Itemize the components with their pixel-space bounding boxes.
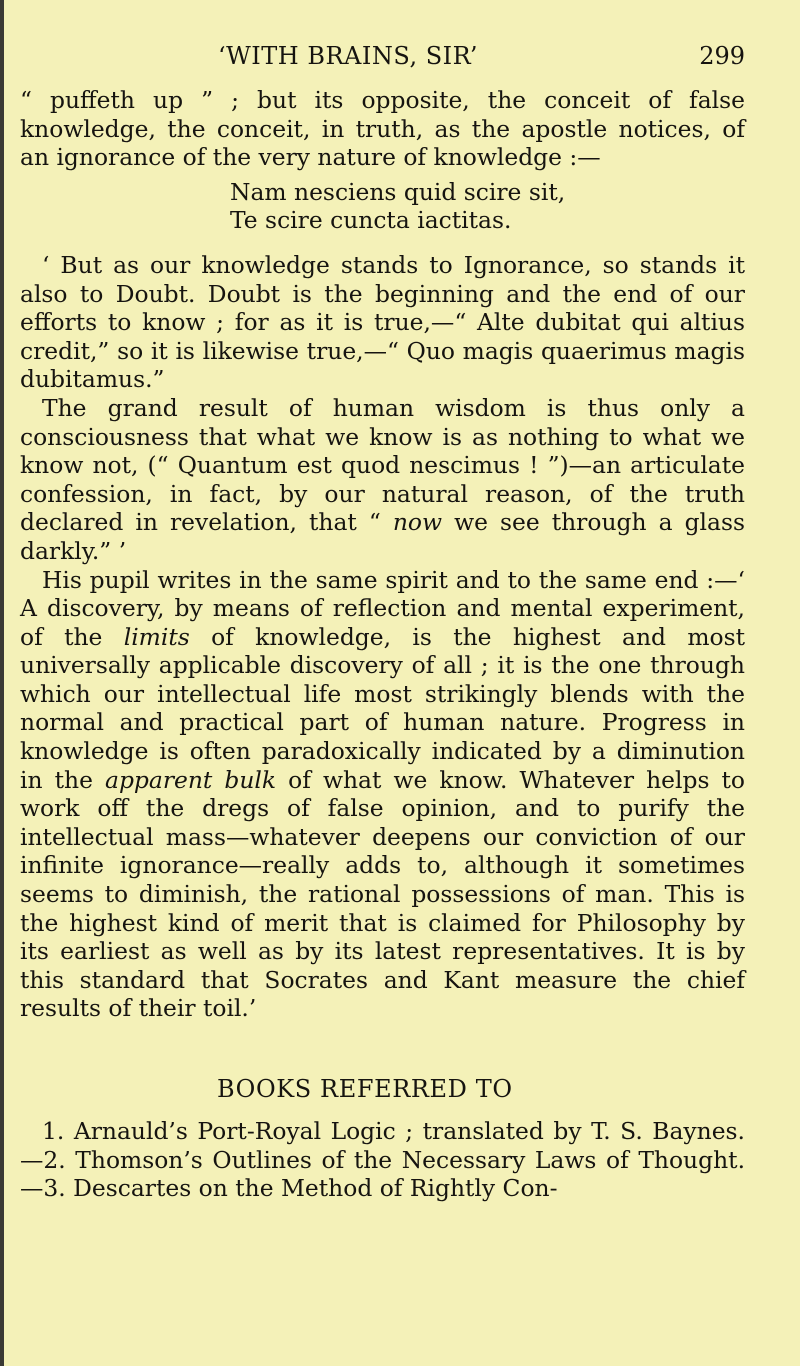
section-heading: BOOKS REFERRED TO xyxy=(217,1075,513,1103)
verse-line-2: Te scire cuncta iactitas. xyxy=(230,206,512,235)
paragraph-2: ‘ But as our knowledge stands to Ignorance, so stands it also to Doubt. Doubt is the beginning and the end of our efforts to know ; for as it is true,—“ Alte dubitat qui altius credit,” so it is likewise true,—“ Quo magis quaerimus magis dubitamus.” xyxy=(20,250,745,394)
paragraph-4-italic-1: limits xyxy=(123,622,190,651)
book-references: 1. Arnauld’s Port-Royal Logic ; translated by T. S. Baynes.—2. Thomson’s Outlines of the Necessary Laws of Thought.—3. Descartes on the Method of Rightly Con- xyxy=(20,1117,745,1203)
latin-verse xyxy=(230,178,745,235)
paragraph-1: “ puffeth up ” ; but its opposite, the conceit of false knowledge, the conceit, in truth, as the apostle notices, of an ignorance of the very nature of knowledge :— xyxy=(20,86,745,172)
verse-line-1: Nam nesciens quid scire sit, xyxy=(230,177,566,206)
paragraph-4 xyxy=(20,566,745,1024)
page-edge xyxy=(0,0,4,1366)
page-header xyxy=(20,42,745,86)
page-number: 299 xyxy=(699,42,745,70)
paragraph-4-text-b: of knowledge, is the highest and most universally applicable discovery of all ; it is the one through which our intellectual life most strikingly blends with the normal and practical part of human nature. Progress in knowledge is often paradoxically indicated by a diminution in the xyxy=(20,622,745,794)
paragraph-4-text-a: His pupil writes in the same spirit and to the same end :—‘ A discovery, by means of reflection and mental experiment, of the xyxy=(20,565,745,651)
paragraph-3-text-a: The grand result of human wisdom is thus only a consciousness that what we know is as nothing to what we know not, (“ Quantum est quod nescimus ! ”)—an articulate confession, in fact, by our natural reason, of the truth declared in revelation, that “ xyxy=(20,393,745,537)
book-page xyxy=(20,42,745,1203)
paragraph-4-italic-2: apparent bulk xyxy=(105,765,277,794)
paragraph-3-italic: now xyxy=(392,508,443,537)
running-title: ‘WITH BRAINS, SIR’ xyxy=(218,42,479,70)
paragraph-4-text-c: of what we know. Whatever helps to work off the dregs of false opinion, and to purify the intellectual mass—whatever deepens our conviction of our infinite ignorance—really adds to, although it sometimes seems to diminish, the rational possessions of man. This is the highest kind of merit that is claimed for Philosophy by its earliest as well as by its latest representatives. It is by this standard that Socrates and Kant measure the chief results of their toil.’ xyxy=(20,765,745,1023)
paragraph-3-text-b: we see through a glass darkly.” ’ xyxy=(20,508,745,565)
paragraph-3 xyxy=(20,394,745,566)
